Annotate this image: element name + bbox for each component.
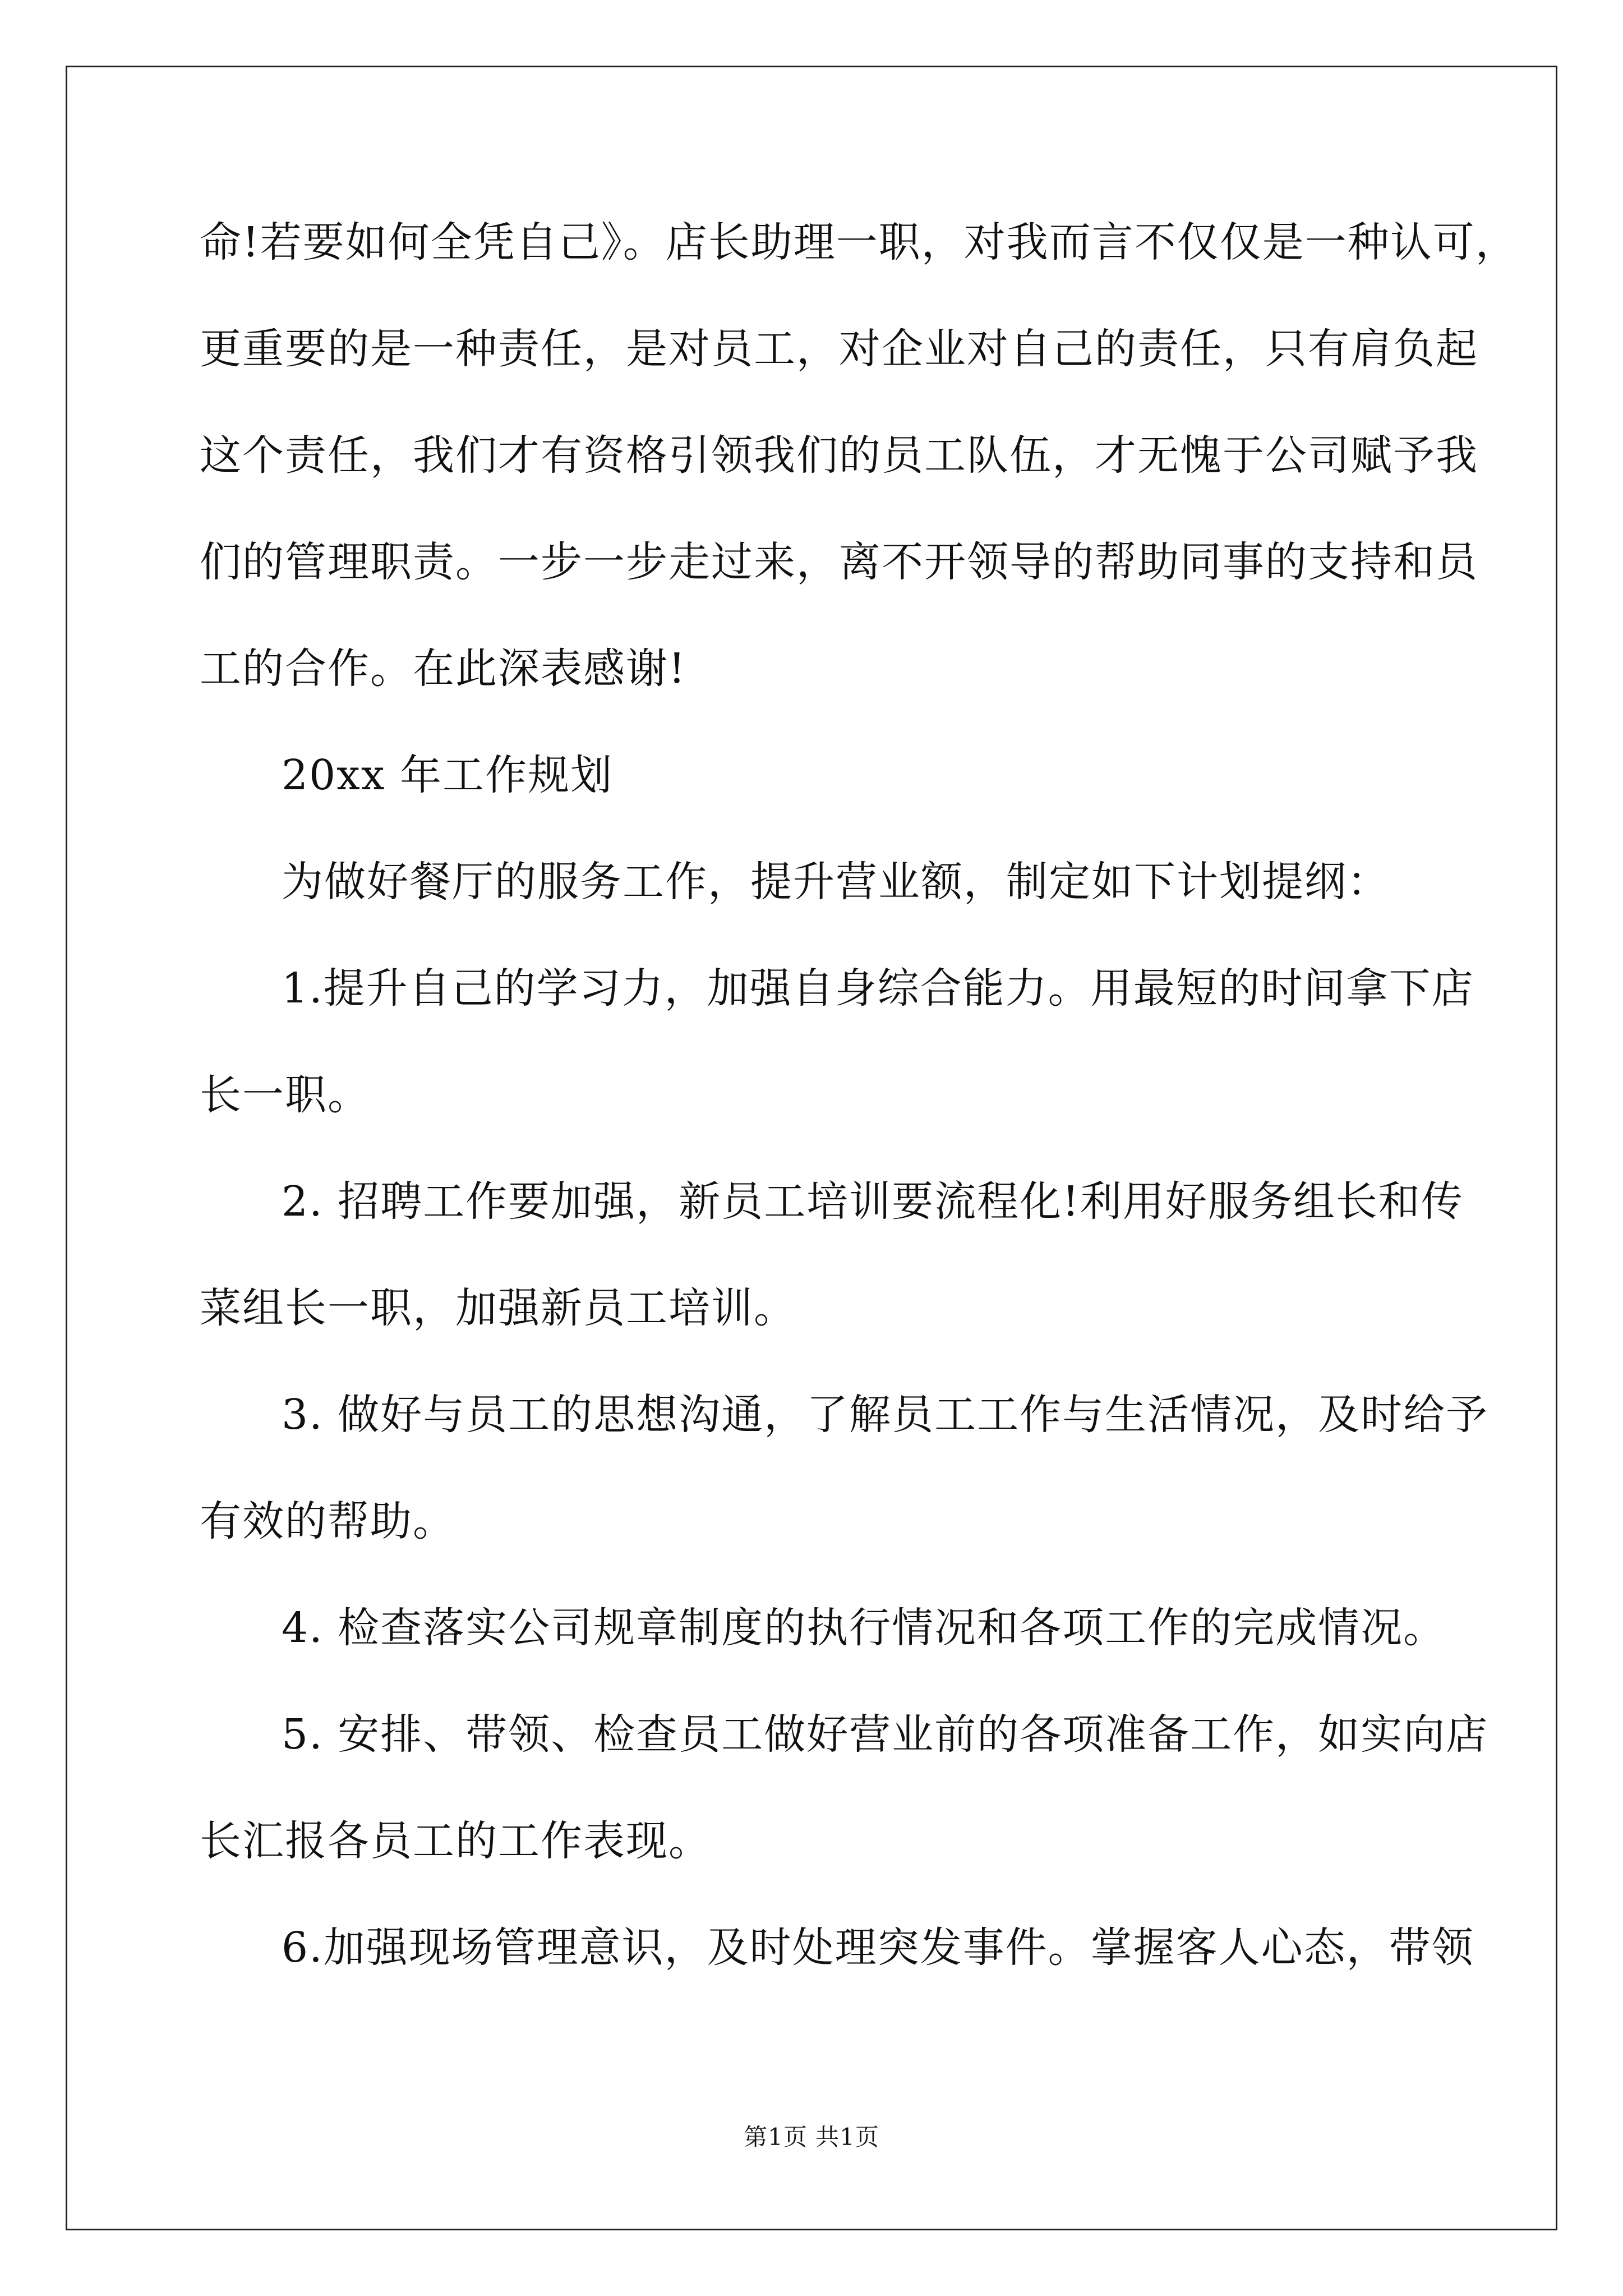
text-line: 菜组长一职，加强新员工培训。 (200, 1284, 796, 1332)
list-item: 5. 安排、带领、检查员工做好营业前的各项准备工作，如实向店 (282, 1710, 1489, 1759)
text-line: 更重要的是一种责任，是对员工，对企业对自己的责任，只有肩负起 (200, 325, 1478, 373)
list-item: 3. 做好与员工的思想沟通，了解员工工作与生活情况，及时给予 (282, 1391, 1489, 1439)
text-line: 为做好餐厅的服务工作，提升营业额，制定如下计划提纲： (282, 858, 1390, 906)
list-item: 6.加强现场管理意识，及时处理突发事件。掌握客人心态，带领 (282, 1924, 1474, 1972)
section-heading: 20xx 年工作规划 (282, 751, 614, 799)
list-item: 1.提升自己的学习力，加强自身综合能力。用最短的时间拿下店 (282, 964, 1474, 1013)
text-line: 长汇报各员工的工作表现。 (200, 1817, 711, 1865)
list-item: 2. 招聘工作要加强，新员工培训要流程化!利用好服务组长和传 (282, 1177, 1464, 1226)
text-line: 命!若要如何全凭自己》。店长助理一职，对我而言不仅仅是一种认可， (200, 218, 1518, 266)
text-line: 长一职。 (200, 1071, 370, 1119)
list-item: 4. 检查落实公司规章制度的执行情况和各项工作的完成情况。 (282, 1604, 1446, 1652)
text-line: 工的合作。在此深表感谢! (200, 645, 686, 693)
text-line: 们的管理职责。一步一步走过来，离不开领导的帮助同事的支持和员 (200, 538, 1478, 586)
page-number: 第1页 共1页 (744, 2123, 879, 2151)
text-line: 这个责任，我们才有资格引领我们的员工队伍，才无愧于公司赋予我 (200, 431, 1478, 480)
page-border (66, 66, 1557, 2230)
text-line: 有效的帮助。 (200, 1497, 455, 1545)
